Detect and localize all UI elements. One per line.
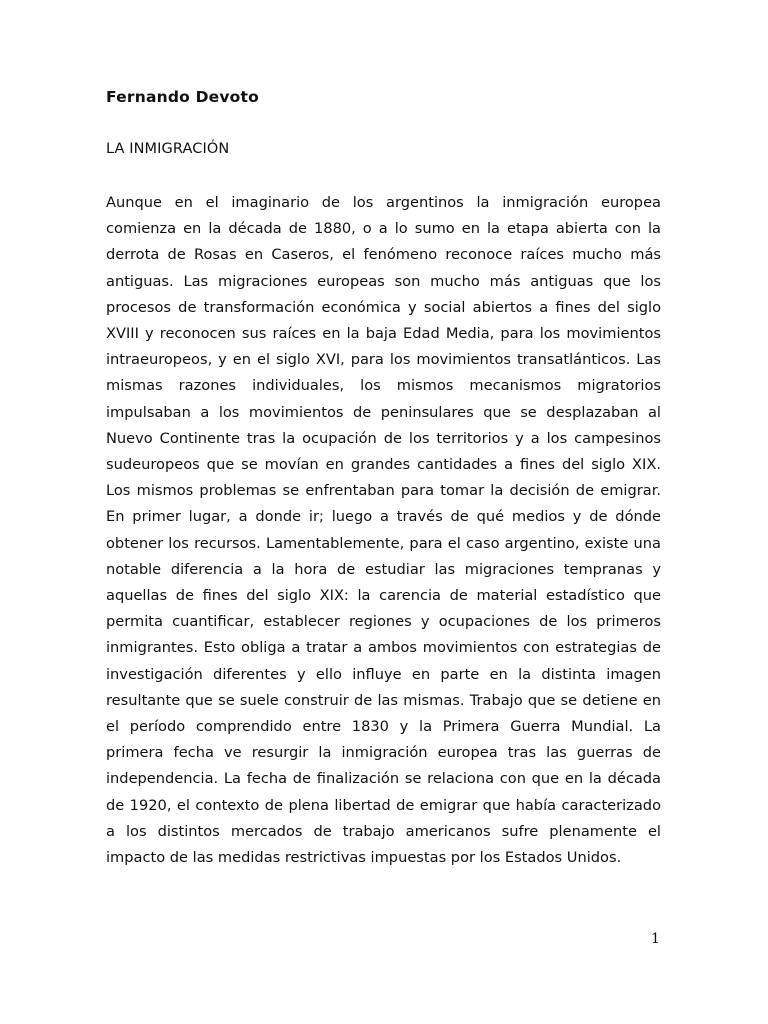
document-title: LA INMIGRACIÓN bbox=[106, 141, 230, 157]
page-number: 1 bbox=[651, 931, 660, 947]
author-name: Fernando Devoto bbox=[106, 88, 259, 106]
body-paragraph: Aunque en el imaginario de los argentinos la inmigración europea comienza en la década de 1880, o a lo sumo en la etapa abierta con la derrota de Rosas en Caseros, el fenómeno reconoce raíces mucho más antiguas. Las migraciones europeas son mucho más antiguas que los procesos de transformación económica y social abiertos a fines del siglo XVIII y reconocen sus raíces en la baja Edad Media, para los movimientos intraeuropeos, y en el siglo XVI, para los movimientos transatlánticos. Las mismas razones individuales, los mismos mecanismos migratorios impulsaban a los movimientos de peninsulares que se desplazaban al Nuevo Continente tras la ocupación de los territorios y a los campesinos sudeuropeos que se movían en grandes cantidades a fines del siglo XIX. Los mismos problemas se enfrentaban para tomar la decisión de emigrar. En primer lugar, a donde ir; luego a través de qué medios y de dónde obtener los recursos. Lamentablemente, para el caso argentino, existe una notable diferencia a la hora de estudiar las migraciones tempranas y aquellas de fines del siglo XIX: la carencia de material estadístico que permita cuantificar, establecer regiones y ocupaciones de los primeros inmigrantes. Esto obliga a tratar a ambos movimientos con estrategias de investigación diferentes y ello influye en parte en la distinta imagen resultante que se suele construir de las mismas. Trabajo que se detiene en el período comprendido entre 1830 y la Primera Guerra Mundial. La primera fecha ve resurgir la inmigración europea tras las guerras de independencia. La fecha de finalización se relaciona con que en la década de 1920, el contexto de plena libertad de emigrar que había caracterizado a los distintos mercados de trabajo americanos sufre plenamente el impacto de las medidas restrictivas impuestas por los Estados Unidos. bbox=[106, 194, 661, 867]
